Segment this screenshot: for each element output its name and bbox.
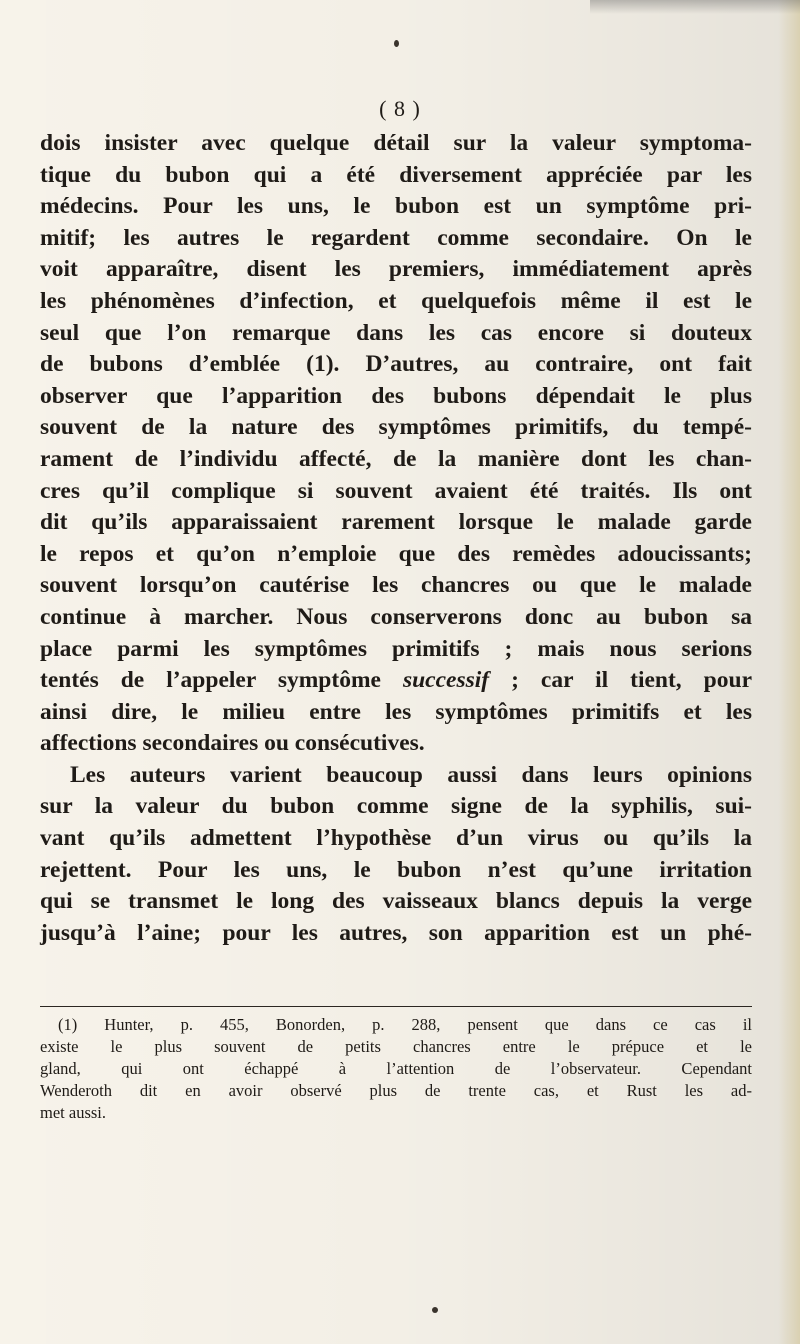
page-number: ( 8 ) xyxy=(379,96,421,121)
page-edge-shadow xyxy=(778,0,800,1344)
text-line: Les auteurs varient beaucoup aussi dans leurs opinions xyxy=(70,761,752,788)
text-line: continue à marcher. Nous conserverons donc au bubon sa xyxy=(40,603,752,630)
footnote-line: met aussi. xyxy=(40,1103,106,1122)
main-text xyxy=(40,128,752,949)
text-line: souvent lorsqu’on cautérise les chancres ou que le malade xyxy=(40,572,752,599)
text-line: qui se transmet le long des vaisseaux blancs depuis la verge xyxy=(40,888,752,915)
text-line: dois insister avec quelque détail sur la valeur symptoma- xyxy=(40,130,752,156)
text-segment: tentés de l’appeler symptôme xyxy=(40,667,403,694)
text-line: rament de l’individu affecté, de la manière dont les chan- xyxy=(40,445,752,472)
text-line: le repos et qu’on n’emploie que des remèdes adoucissants; xyxy=(40,540,752,567)
text-line: rejettent. Pour les uns, le bubon n’est qu’une irritation xyxy=(40,856,752,883)
footnote-line: existe le plus souvent de petits chancres entre le prépuce et le xyxy=(40,1037,752,1056)
text-line: affections secondaires ou consécutives. xyxy=(40,730,425,757)
footnote-line: gland, qui ont échappé à l’attention de l’observateur. Cependant xyxy=(40,1059,752,1078)
ink-speck xyxy=(432,1307,438,1313)
text-line: tique du bubon qui a été diversement appréciée par les xyxy=(40,161,752,188)
text-line: place parmi les symptômes primitifs ; mais nous serions xyxy=(40,635,752,662)
text-line: seul que l’on remarque dans les cas encore si douteux xyxy=(40,319,752,346)
text-line: ainsi dire, le milieu entre les symptômes primitifs et les xyxy=(40,698,752,725)
text-line: voit apparaître, disent les premiers, immédiatement après xyxy=(40,256,752,283)
text-line: de bubons d’emblée (1). D’autres, au contraire, ont fait xyxy=(40,351,752,378)
footnotes xyxy=(40,1014,752,1124)
text-segment: ; car il tient, pour xyxy=(489,667,752,694)
text-line: dit qu’ils apparaissaient rarement lorsque le malade garde xyxy=(40,509,752,536)
text-line: jusqu’à l’aine; pour les autres, son apparition est un phé- xyxy=(40,919,752,946)
footnote-line: Wenderoth dit en avoir observé plus de trente cas, et Rust les ad- xyxy=(40,1081,752,1100)
text-line: mitif; les autres le regardent comme secondaire. On le xyxy=(40,224,752,251)
italic-word: successif xyxy=(402,667,490,694)
ink-speck xyxy=(394,40,399,47)
scan-top-edge xyxy=(590,0,800,14)
text-line: cres qu’il complique si souvent avaient été traités. Ils ont xyxy=(40,477,752,504)
footnote-separator xyxy=(40,1006,752,1007)
text-line: souvent de la nature des symptômes primitifs, du tempé- xyxy=(40,414,752,441)
footnote-line: (1) Hunter, p. 455, Bonorden, p. 288, pensent que dans ce cas il xyxy=(58,1015,752,1034)
text-line-with-italic xyxy=(40,665,752,697)
text-line: les phénomènes d’infection, et quelquefois même il est le xyxy=(40,287,752,314)
text-line: vant qu’ils admettent l’hypothèse d’un virus ou qu’ils la xyxy=(40,825,752,852)
text-line: observer que l’apparition des bubons dépendait le plus xyxy=(40,382,752,409)
text-line: sur la valeur du bubon comme signe de la syphilis, sui- xyxy=(40,793,752,820)
text-line: médecins. Pour les uns, le bubon est un symptôme pri- xyxy=(40,193,752,220)
